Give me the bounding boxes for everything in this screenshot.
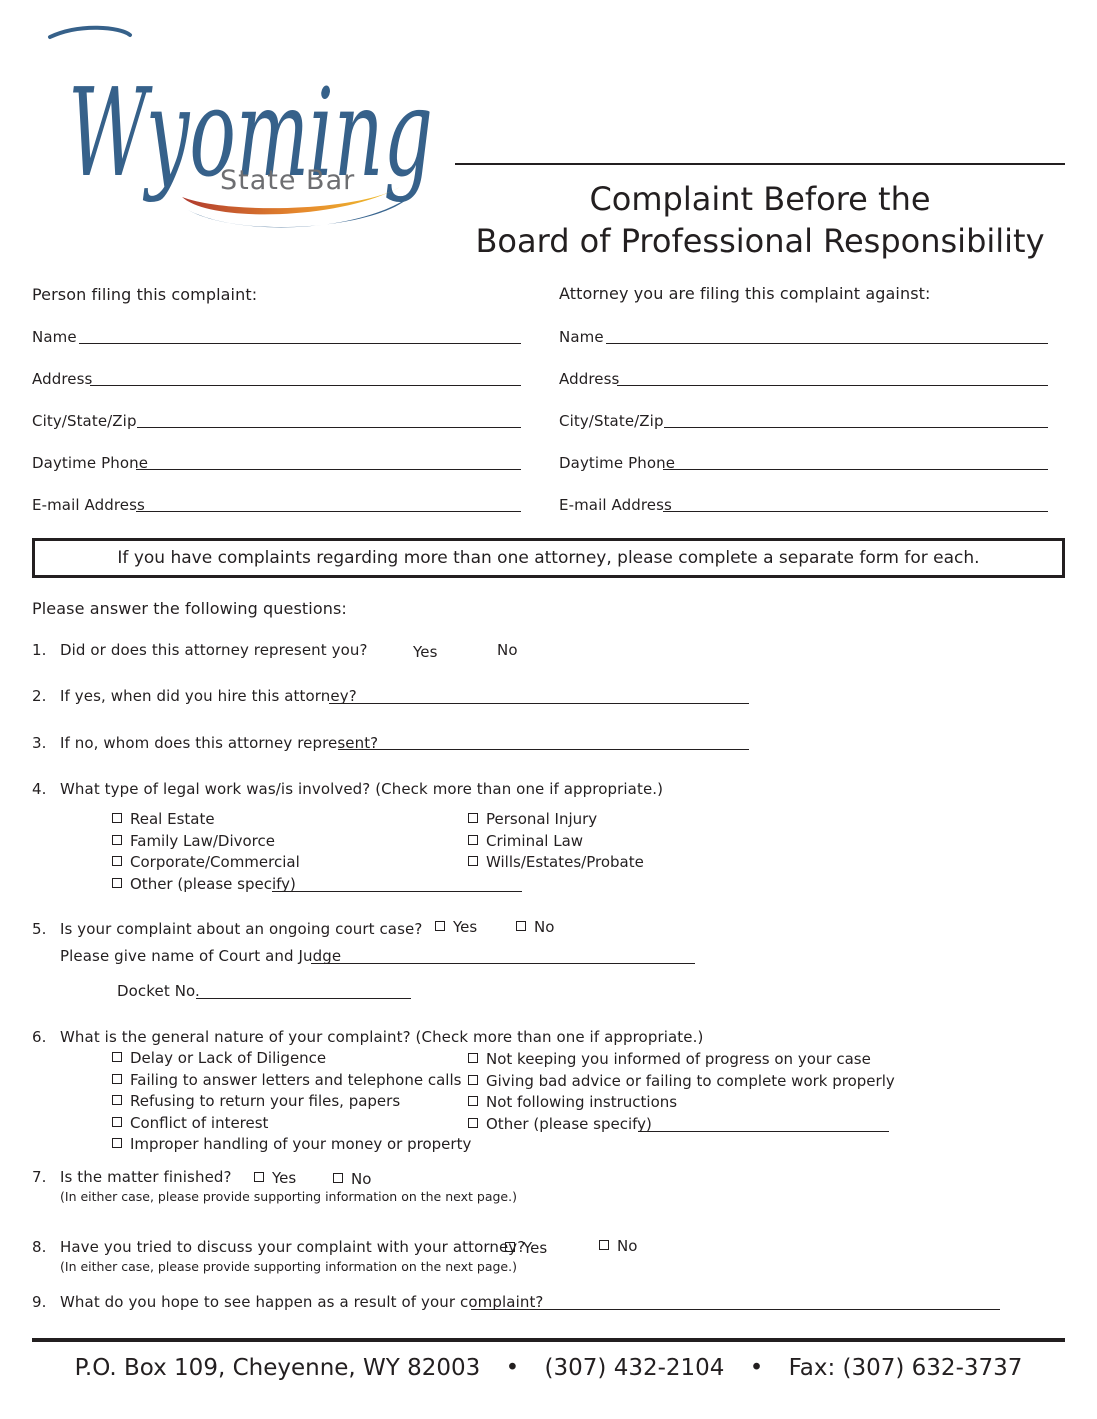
q5-docket-field[interactable] <box>196 998 411 999</box>
option-label: Refusing to return your files, papers <box>130 1092 401 1110</box>
q3-number: 3. <box>32 734 47 752</box>
footer-fax: Fax: (307) 632-3737 <box>788 1355 1023 1381</box>
option-label: Other (please specify) <box>486 1115 652 1133</box>
option-label: Corporate/Commercial <box>130 853 300 871</box>
option-label: Family Law/Divorce <box>130 832 275 850</box>
footer-address: P.O. Box 109, Cheyenne, WY 82003 <box>74 1355 481 1381</box>
logo <box>40 15 450 240</box>
q6-option-conflict[interactable] <box>112 1114 268 1132</box>
filer-email-field[interactable] <box>136 511 521 512</box>
option-label: Not following instructions <box>486 1093 678 1111</box>
checkbox[interactable] <box>112 813 122 823</box>
checkbox[interactable] <box>468 856 478 866</box>
checkbox[interactable] <box>468 813 478 823</box>
footer-rule <box>32 1338 1065 1342</box>
q7-note: (In either case, please provide supporting information on the next page.) <box>60 1189 517 1204</box>
checkbox[interactable] <box>516 921 526 931</box>
footer-phone: (307) 432-2104 <box>544 1355 725 1381</box>
q8-no-option[interactable] <box>599 1237 637 1255</box>
attorney-city-label: City/State/Zip <box>559 412 664 430</box>
checkbox[interactable] <box>112 835 122 845</box>
q5-court-label: Please give name of Court and Judge <box>60 947 342 965</box>
attorney-phone-field[interactable] <box>663 469 1048 470</box>
q9-number: 9. <box>32 1293 47 1311</box>
q5-no-option[interactable] <box>516 918 554 936</box>
footer-separator: • <box>749 1355 764 1381</box>
q2-number: 2. <box>32 687 47 705</box>
filer-city-label: City/State/Zip <box>32 412 137 430</box>
attorney-name-field[interactable] <box>606 343 1048 344</box>
option-label: Yes <box>453 918 478 936</box>
checkbox[interactable] <box>468 835 478 845</box>
q4-option-real-estate[interactable] <box>112 810 215 828</box>
option-label: No <box>351 1170 372 1188</box>
q4-option-criminal-law[interactable] <box>468 832 583 850</box>
q5-docket-label: Docket No. <box>117 982 200 1000</box>
footer-separator: • <box>505 1355 520 1381</box>
checkbox[interactable] <box>112 1052 122 1062</box>
checkbox[interactable] <box>468 1053 478 1063</box>
q4-option-personal-injury[interactable] <box>468 810 597 828</box>
q4-option-family-law[interactable] <box>112 832 275 850</box>
q7-yes-option[interactable] <box>254 1169 296 1187</box>
q1-yes-option[interactable]: Yes <box>413 643 438 661</box>
q4-text: What type of legal work was/is involved? (Check more than one if appropriate.) <box>60 780 664 798</box>
option-label: Conflict of interest <box>130 1114 269 1132</box>
q1-text: Did or does this attorney represent you? <box>60 641 368 659</box>
logo-script: Wyoming <box>68 62 433 204</box>
q6-other-field[interactable] <box>638 1131 889 1132</box>
q7-text: Is the matter finished? <box>60 1168 232 1186</box>
checkbox[interactable] <box>468 1096 478 1106</box>
option-label: Delay or Lack of Diligence <box>130 1049 327 1067</box>
checkbox[interactable] <box>112 878 122 888</box>
q6-option-refusing-files[interactable] <box>112 1092 400 1110</box>
attorney-address-label: Address <box>559 370 620 388</box>
q5-court-field[interactable] <box>311 963 695 964</box>
form-title <box>455 178 1065 262</box>
q5-number: 5. <box>32 920 47 938</box>
checkbox[interactable] <box>112 1117 122 1127</box>
q2-text: If yes, when did you hire this attorney? <box>60 687 357 705</box>
q6-option-other[interactable] <box>468 1115 652 1133</box>
q7-no-option[interactable] <box>333 1170 371 1188</box>
checkbox[interactable] <box>112 1074 122 1084</box>
option-label: No <box>617 1237 638 1255</box>
checkbox[interactable] <box>468 1118 478 1128</box>
q6-option-improper-money[interactable] <box>112 1135 471 1153</box>
option-label: Other (please specify) <box>130 875 296 893</box>
filer-city-field[interactable] <box>137 427 521 428</box>
filer-phone-field[interactable] <box>136 469 521 470</box>
option-label: Yes <box>272 1169 297 1187</box>
q4-other-field[interactable] <box>272 891 522 892</box>
attorney-heading: Attorney you are filing this complaint against: <box>559 284 931 303</box>
checkbox[interactable] <box>112 856 122 866</box>
option-label: Giving bad advice or failing to complete work properly <box>486 1072 895 1090</box>
filer-address-field[interactable] <box>90 385 521 386</box>
option-label: No <box>534 918 555 936</box>
q4-option-other[interactable] <box>112 875 296 893</box>
option-label: Personal Injury <box>486 810 598 828</box>
q4-option-wills-estates[interactable] <box>468 853 644 871</box>
title-rule <box>455 163 1065 165</box>
attorney-name-label: Name <box>559 328 604 346</box>
notice-box <box>32 538 1065 578</box>
checkbox[interactable] <box>599 1240 609 1250</box>
filer-heading: Person filing this complaint: <box>32 285 258 304</box>
option-label: Failing to answer letters and telephone calls <box>130 1071 462 1089</box>
attorney-phone-label: Daytime Phone <box>559 454 676 472</box>
logo-subtext: State Bar <box>220 165 356 196</box>
notice-text: If you have complaints regarding more than one attorney, please complete a separate form for each. <box>117 548 980 568</box>
q6-text: What is the general nature of your complaint? (Check more than one if appropriate.) <box>60 1028 704 1046</box>
q4-option-corporate[interactable] <box>112 853 300 871</box>
option-label: Criminal Law <box>486 832 584 850</box>
checkbox[interactable] <box>435 921 445 931</box>
q6-option-delay[interactable] <box>112 1049 326 1067</box>
checkbox[interactable] <box>254 1172 264 1182</box>
q8-note: (In either case, please provide supporting information on the next page.) <box>60 1259 517 1274</box>
q1-no-option[interactable]: No <box>497 641 518 659</box>
checkbox[interactable] <box>112 1095 122 1105</box>
attorney-email-field[interactable] <box>663 511 1048 512</box>
filer-name-label: Name <box>32 328 77 346</box>
checkbox[interactable] <box>112 1138 122 1148</box>
q3-text: If no, whom does this attorney represent? <box>60 734 379 752</box>
q9-field[interactable] <box>471 1309 1000 1310</box>
q6-option-failing-answer[interactable] <box>112 1071 461 1089</box>
attorney-address-field[interactable] <box>617 385 1048 386</box>
filer-name-field[interactable] <box>79 343 521 344</box>
checkbox[interactable] <box>505 1242 515 1252</box>
q8-number: 8. <box>32 1238 47 1256</box>
q2-field[interactable] <box>329 703 749 704</box>
q5-text: Is your complaint about an ongoing court case? <box>60 920 423 938</box>
q3-field[interactable] <box>338 749 749 750</box>
q5-yes-option[interactable] <box>435 918 477 936</box>
option-label: Yes <box>523 1239 548 1257</box>
option-label: Not keeping you informed of progress on your case <box>486 1050 871 1068</box>
attorney-city-field[interactable] <box>664 427 1048 428</box>
title-line-1: Complaint Before the <box>589 180 931 218</box>
checkbox[interactable] <box>468 1075 478 1085</box>
q6-option-bad-advice[interactable] <box>468 1072 895 1090</box>
footer-contact <box>32 1353 1065 1383</box>
checkbox[interactable] <box>333 1173 343 1183</box>
q7-number: 7. <box>32 1168 47 1186</box>
logo-graphic <box>40 15 450 240</box>
option-label: Real Estate <box>130 810 215 828</box>
option-label: Improper handling of your money or property <box>130 1135 472 1153</box>
q1-number: 1. <box>32 641 47 659</box>
q8-yes-option[interactable] <box>505 1239 547 1257</box>
title-line-2: Board of Professional Responsibility <box>475 222 1045 260</box>
q8-text: Have you tried to discuss your complaint with your attorney? <box>60 1238 526 1256</box>
q6-option-not-following[interactable] <box>468 1093 677 1111</box>
q4-number: 4. <box>32 780 47 798</box>
q6-number: 6. <box>32 1028 47 1046</box>
q9-text: What do you hope to see happen as a result of your complaint? <box>60 1293 544 1311</box>
questions-heading: Please answer the following questions: <box>32 599 347 618</box>
filer-address-label: Address <box>32 370 93 388</box>
filer-phone-label: Daytime Phone <box>32 454 149 472</box>
q6-option-not-informed[interactable] <box>468 1050 871 1068</box>
attorney-email-label: E-mail Address <box>559 496 672 514</box>
option-label: Wills/Estates/Probate <box>486 853 644 871</box>
filer-email-label: E-mail Address <box>32 496 145 514</box>
